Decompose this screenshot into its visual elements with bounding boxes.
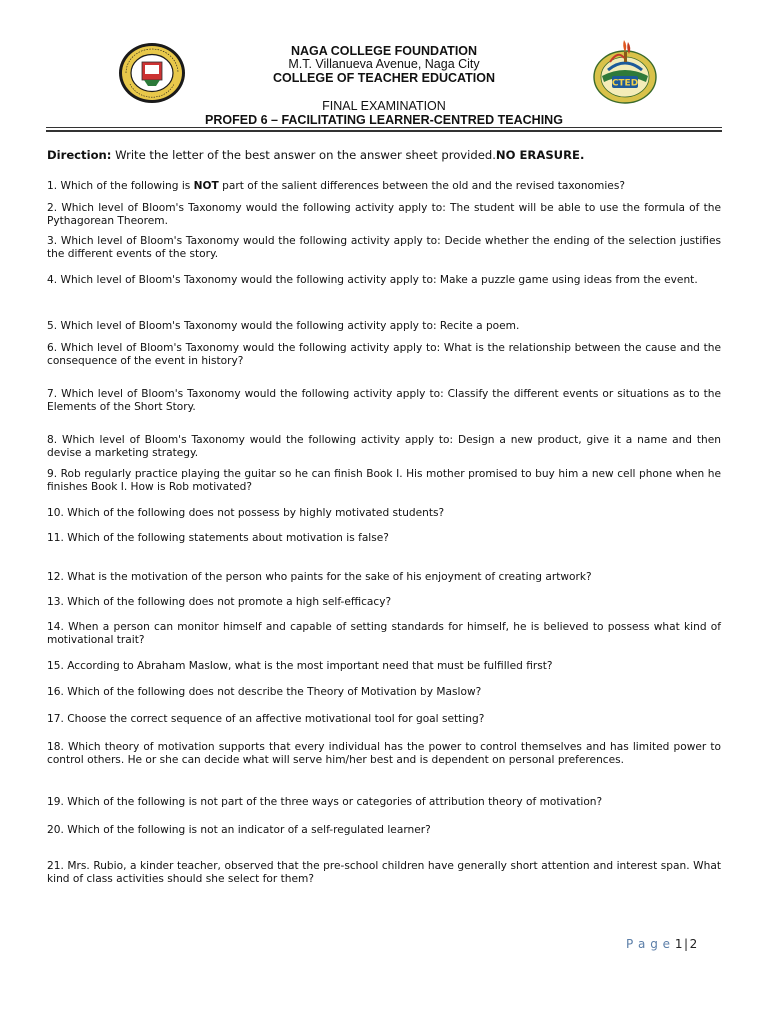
- current-page: 1: [674, 937, 684, 951]
- question-12: 12. What is the motivation of the person who paints for the sake of his enjoyment of creating artwork?: [47, 571, 592, 583]
- page-number-footer: [626, 937, 698, 951]
- question-1: 1. Which of the following is NOT part of the salient differences between the old and the revised taxonomies?: [47, 180, 625, 192]
- question-9: 9. Rob regularly practice playing the guitar so he can finish Book I. His mother promised to buy him a new cell phone when he finishes Book I. How is Rob motivated?: [47, 468, 721, 493]
- college-name: COLLEGE OF TEACHER EDUCATION: [273, 71, 495, 85]
- cted-logo: [588, 36, 662, 106]
- question-18: 18. Which theory of motivation supports that every individual has the power to control themselves and has limited power to control others. He or she can decide what will serve him/her best and is dependent on personal preferences.: [47, 741, 721, 766]
- question-16: 16. Which of the following does not describe the Theory of Motivation by Maslow?: [47, 686, 482, 698]
- direction-text: Write the letter of the best answer on the answer sheet provided.: [111, 148, 496, 162]
- question-1-emphasis: NOT: [193, 180, 219, 192]
- question-17: 17. Choose the correct sequence of an affective motivational tool for goal setting?: [47, 713, 485, 725]
- question-5: 5. Which level of Bloom's Taxonomy would the following activity apply to: Recite a poem.: [47, 320, 520, 332]
- subject-title: PROFED 6 – FACILITATING LEARNER-CENTRED TEACHING: [205, 113, 563, 127]
- svg-text:CTED: CTED: [611, 78, 639, 89]
- document-header: [0, 0, 768, 132]
- question-20: 20. Which of the following is not an indicator of a self-regulated learner?: [47, 824, 431, 836]
- exam-title: FINAL EXAMINATION: [322, 99, 446, 113]
- question-14: 14. When a person can monitor himself and capable of setting standards for himself, he is believed to possess what kind of motivational trait?: [47, 621, 721, 646]
- header-divider-thin: [46, 127, 722, 128]
- question-6: 6. Which level of Bloom's Taxonomy would the following activity apply to: What is the relationship between the cause and the consequence of the event in history?: [47, 342, 721, 367]
- direction-line: [47, 148, 727, 162]
- question-19: 19. Which of the following is not part of the three ways or categories of attribution theory of motivation?: [47, 796, 603, 808]
- question-2: 2. Which level of Bloom's Taxonomy would the following activity apply to: The student will be able to use the formula of the Pythagorean Theorem.: [47, 202, 721, 227]
- direction-label: Direction:: [47, 148, 112, 162]
- question-3: 3. Which level of Bloom's Taxonomy would the following activity apply to: Decide whether the ending of the selection justifies the different events of the story.: [47, 235, 721, 260]
- question-15: 15. According to Abraham Maslow, what is the most important need that must be fulfilled first?: [47, 660, 553, 672]
- question-8: 8. Which level of Bloom's Taxonomy would the following activity apply to: Design a new product, give it a name and then devise a marketing strategy.: [47, 434, 721, 459]
- question-10: 10. Which of the following does not possess by highly motivated students?: [47, 507, 445, 519]
- question-11: 11. Which of the following statements about motivation is false?: [47, 532, 389, 544]
- question-13: 13. Which of the following does not promote a high self-efficacy?: [47, 596, 392, 608]
- school-address: M.T. Villanueva Avenue, Naga City: [288, 57, 480, 71]
- question-7: 7. Which level of Bloom's Taxonomy would the following activity apply to: Classify the different events or situations as to the Elements of the Short Story.: [47, 388, 721, 413]
- school-name: NAGA COLLEGE FOUNDATION: [290, 44, 478, 58]
- page-label: P a g e: [626, 937, 671, 951]
- header-divider-thick: [46, 130, 722, 132]
- naga-college-seal-logo: [118, 42, 186, 104]
- total-pages: 2: [689, 937, 698, 951]
- question-21: 21. Mrs. Rubio, a kinder teacher, observed that the pre-school children have generally short attention and interest span. What kind of class activities should she select for them?: [47, 860, 721, 885]
- page-separator: |: [684, 937, 689, 951]
- no-erasure-emphasis: NO ERASURE.: [495, 148, 585, 162]
- question-4: 4. Which level of Bloom's Taxonomy would the following activity apply to: Make a puzzle game using ideas from the event.: [47, 274, 698, 286]
